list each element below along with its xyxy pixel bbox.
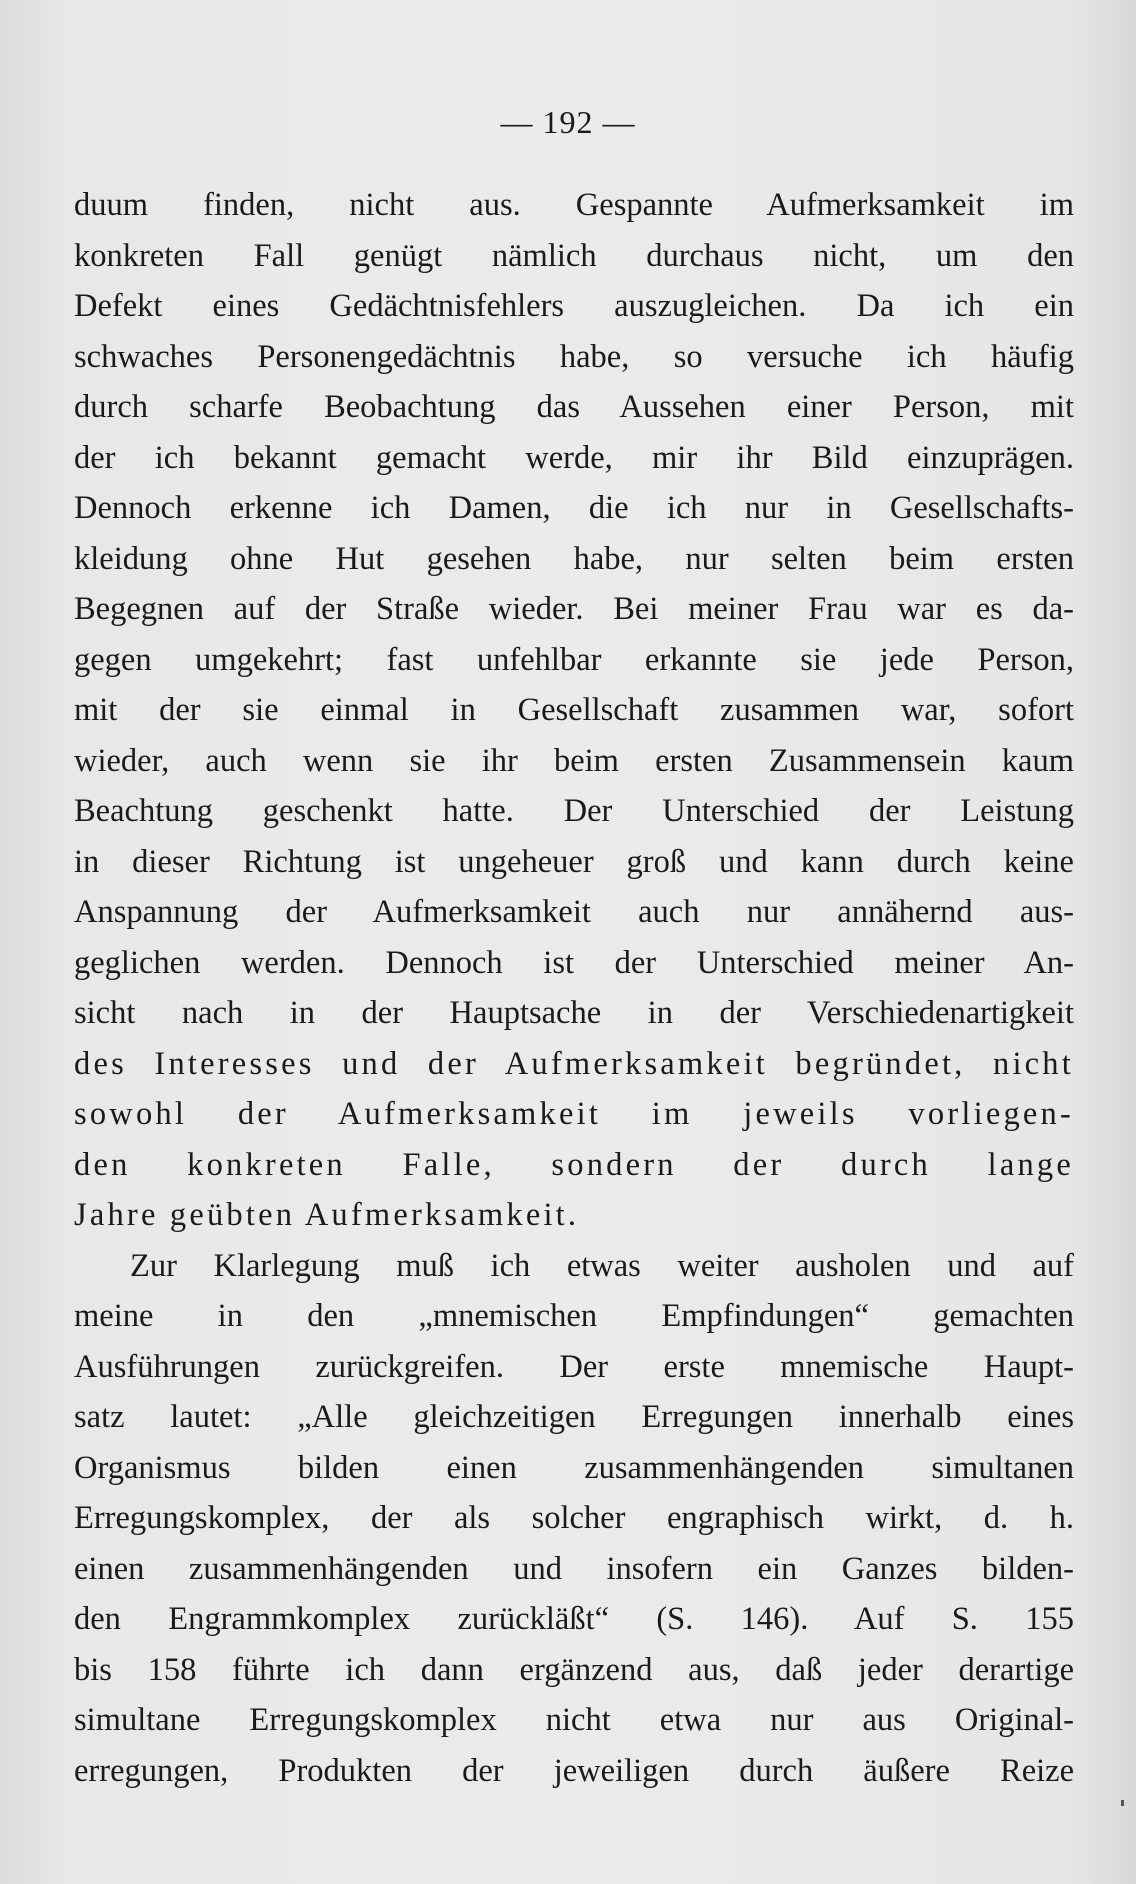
body-text <box>74 180 1074 1796</box>
text-line: Begegnen auf der Straße wieder. Bei meiner Frau war es da- <box>74 591 1074 627</box>
text-line: gegen umgekehrt; fast unfehlbar erkannte sie jede Person, <box>74 641 1074 678</box>
text-line: Ausführungen zurückgreifen. Der erste mnemische Haupt- <box>74 1348 1074 1385</box>
text-line: sowohl der Aufmerksamkeit im jeweils vorliegen- <box>74 1096 1074 1132</box>
text-line: in dieser Richtung ist ungeheuer groß und kann durch keine <box>74 843 1074 880</box>
text-line: Anspannung der Aufmerksamkeit auch nur annähernd aus- <box>74 894 1074 930</box>
text-line: sicht nach in der Hauptsache in der Verschiedenartigkeit <box>74 995 1074 1031</box>
text-line: Organismus bilden einen zusammenhängenden simultanen <box>74 1449 1074 1486</box>
text-line: durch scharfe Beobachtung das Aussehen einer Person, mit <box>74 389 1074 425</box>
text-line: des Interesses und der Aufmerksamkeit begründet, nicht <box>74 1045 1074 1082</box>
text-line: Defekt eines Gedächtnisfehlers auszugleichen. Da ich ein <box>74 288 1074 324</box>
text-line: Jahre geübten Aufmerksamkeit. <box>74 1197 580 1233</box>
text-line: geglichen werden. Dennoch ist der Unterschied meiner An- <box>74 944 1074 981</box>
text-line: Dennoch erkenne ich Damen, die ich nur in Gesellschafts- <box>74 490 1074 526</box>
text-line: simultane Erregungskomplex nicht etwa nur aus Original- <box>74 1702 1074 1738</box>
text-line: kleidung ohne Hut gesehen habe, nur selten beim ersten <box>74 540 1074 577</box>
text-line: Erregungskomplex, der als solcher engraphisch wirkt, d. h. <box>74 1500 1074 1536</box>
text-line: den konkreten Falle, sondern der durch lange <box>74 1146 1074 1183</box>
text-line: meine in den „mnemischen Empfindungen“ gemachten <box>74 1298 1074 1334</box>
text-line: den Engrammkomplex zurückläßt“ (S. 146). Auf S. 155 <box>74 1601 1074 1637</box>
text-line: der ich bekannt gemacht werde, mir ihr Bild einzuprägen. <box>74 439 1074 476</box>
text-line: bis 158 führte ich dann ergänzend aus, daß jeder derartige <box>74 1651 1074 1688</box>
text-line: konkreten Fall genügt nämlich durchaus nicht, um den <box>74 237 1074 274</box>
page-edge-mark <box>1121 1800 1124 1806</box>
text-line: mit der sie einmal in Gesellschaft zusammen war, sofort <box>74 692 1074 728</box>
text-line: duum finden, nicht aus. Gespannte Aufmerksamkeit im <box>74 187 1074 223</box>
text-line: erregungen, Produkten der jeweiligen durch äußere Reize <box>74 1752 1074 1789</box>
paragraph-first-line: Zur Klarlegung muß ich etwas weiter ausholen und auf <box>130 1247 1074 1284</box>
text-line: satz lautet: „Alle gleichzeitigen Erregungen innerhalb eines <box>74 1399 1074 1435</box>
text-line: wieder, auch wenn sie ihr beim ersten Zusammensein kaum <box>74 742 1074 779</box>
text-line: schwaches Personengedächtnis habe, so versuche ich häufig <box>74 338 1074 375</box>
text-line: Beachtung geschenkt hatte. Der Unterschied der Leistung <box>74 793 1074 829</box>
text-line: einen zusammenhängenden und insofern ein Ganzes bilden- <box>74 1550 1074 1587</box>
page-number: — 192 — <box>500 104 636 140</box>
